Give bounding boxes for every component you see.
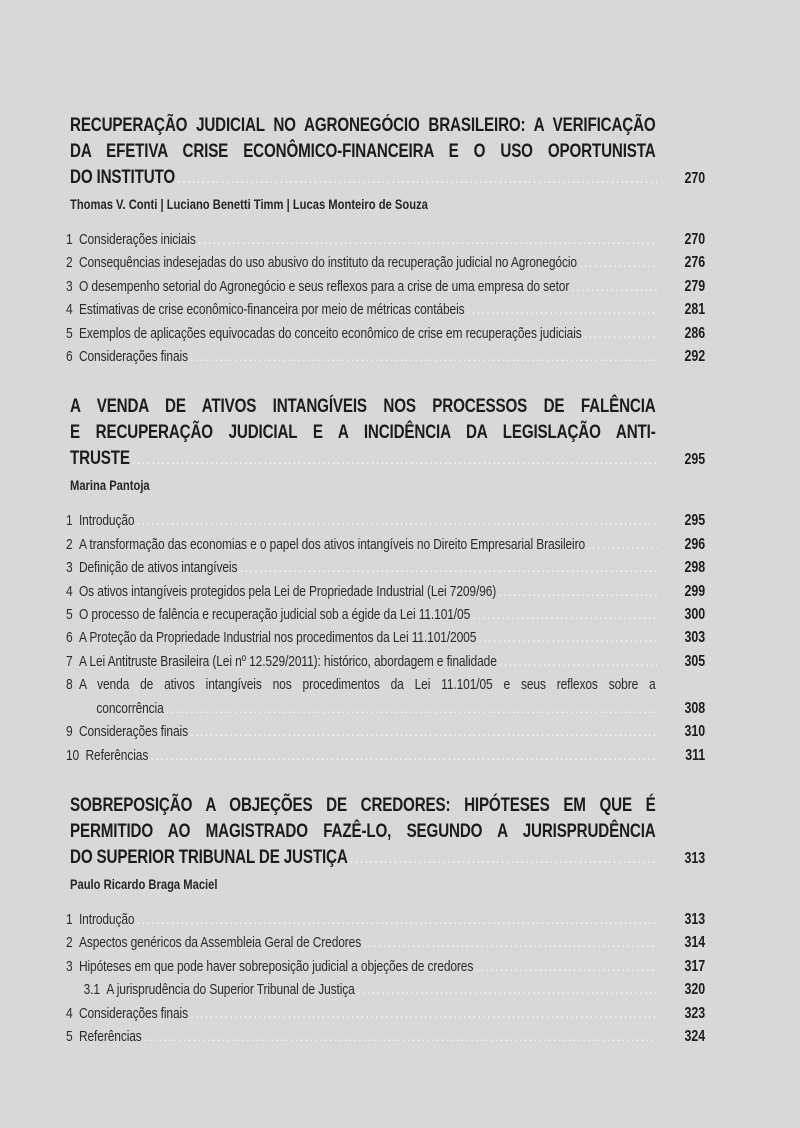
leader-dots: [473, 955, 657, 978]
entry-number: 3: [66, 957, 73, 975]
entry-number: 2: [66, 535, 73, 553]
entry-text: Aspectos genéricos da Assembleia Geral de Credores: [78, 934, 362, 952]
entry-text: Referências: [78, 1027, 142, 1045]
article-title: [70, 793, 705, 872]
article-title: [70, 394, 705, 473]
entry-text: Introdução: [78, 910, 135, 928]
entry-number: 1: [66, 910, 73, 928]
leader-dots: [348, 845, 658, 871]
title-line: PERMITIDO AO MAGISTRADO FAZÊ-LO, SEGUNDO A JURISPRUDÊNCIA: [70, 820, 656, 842]
entry-page-number: 296: [684, 535, 706, 553]
entry-number: 6: [66, 348, 73, 366]
toc-row: [66, 580, 705, 603]
entry-page-number: 310: [684, 723, 706, 741]
toc-row: [66, 322, 705, 345]
entry-number: 6: [66, 629, 73, 647]
toc-row: [66, 908, 705, 931]
entry-text: Considerações iniciais: [78, 231, 196, 248]
entry-page-number: 324: [684, 1027, 706, 1045]
title-leader-row: [70, 165, 705, 192]
toc-entries: [66, 509, 705, 766]
leader-dots: [582, 322, 658, 345]
toc-row: [66, 298, 705, 321]
entry-text: concorrência: [96, 699, 164, 717]
entry-number: 9: [66, 723, 73, 741]
entry-number: 8: [66, 676, 73, 694]
leader-dots: [148, 744, 658, 767]
title-line: DA EFETIVA CRISE ECONÔMICO-FINANCEIRA E O USO OPORTUNISTA: [70, 141, 656, 162]
entry-page-number: 292: [684, 348, 706, 366]
entry-page-number: 270: [684, 231, 706, 248]
entry-page-number: 303: [684, 629, 706, 647]
toc-row: [66, 509, 705, 532]
entry-page-number: 286: [684, 324, 706, 342]
toc-entries: [66, 228, 705, 368]
leader-dots: [476, 626, 657, 649]
entry-page-number: 314: [684, 934, 706, 952]
title-leader-row: [70, 845, 705, 872]
article-title: [70, 113, 705, 192]
entry-number: 10: [66, 746, 80, 764]
entry-text: Considerações finais: [78, 1004, 188, 1022]
toc-row: [66, 626, 705, 649]
leader-dots: [142, 1025, 658, 1048]
toc-row: [66, 955, 705, 978]
article-section: [66, 793, 706, 1048]
entry-number: 5: [66, 1027, 73, 1045]
entry-page-number: 281: [684, 301, 706, 319]
leader-dots: [237, 556, 657, 579]
entry-text: Considerações finais: [78, 723, 188, 741]
entry-number: 5: [66, 606, 73, 624]
article-section: [66, 113, 706, 368]
toc-row: [66, 720, 705, 743]
toc-row: [66, 345, 705, 368]
title-line: TRUSTE: [70, 448, 130, 470]
title-line: RECUPERAÇÃO JUDICIAL NO AGRONEGÓCIO BRASILEIRO: A VERIFICAÇÃO: [70, 115, 656, 136]
entry-page-number: 300: [684, 606, 706, 624]
entry-text: Definição de ativos intangíveis: [78, 559, 238, 577]
toc-row: [66, 673, 656, 696]
entry-page-number: 320: [684, 981, 706, 999]
entry-text: Os ativos intangíveis protegidos pela Lei de Propriedade Industrial (Lei 7209/96): [78, 582, 497, 600]
toc-row: [66, 978, 705, 1001]
toc-row: [66, 744, 705, 767]
leader-dots: [188, 345, 657, 368]
entry-number: 3: [66, 277, 73, 295]
entry-page-number: 323: [684, 1004, 706, 1022]
toc-row: [66, 650, 705, 673]
entry-number: 4: [66, 301, 73, 319]
leader-dots: [577, 251, 657, 274]
leader-dots: [196, 228, 658, 251]
article-authors: Paulo Ricardo Braga Maciel: [70, 875, 218, 892]
article-page-number: 313: [684, 849, 706, 867]
entry-text: Consequências indesejadas do uso abusivo do instituto da recuperação judicial no Agronegócio: [78, 254, 577, 272]
entry-text: O processo de falência e recuperação judicial sob a égide da Lei 11.101/05: [78, 606, 471, 624]
entry-page-number: 308: [684, 699, 706, 717]
leader-dots: [188, 1002, 657, 1025]
entry-text: A transformação das economias e o papel dos ativos intangíveis no Direito Empresarial Brasileiro: [78, 535, 586, 553]
entry-text: Referências: [85, 746, 149, 764]
entry-text: A Proteção da Propriedade Industrial nos procedimentos da Lei 11.101/2005: [78, 629, 477, 647]
entry-page-number: 276: [684, 254, 706, 272]
entry-text: Hipóteses em que pode haver sobreposição judicial a objeções de credores: [78, 957, 474, 975]
entry-page-number: 298: [684, 559, 706, 577]
title-line: E RECUPERAÇÃO JUDICIAL E A INCIDÊNCIA DA LEGISLAÇÃO ANTI-: [70, 422, 656, 444]
entry-number: 4: [66, 1004, 73, 1022]
article-page-number: 295: [684, 451, 706, 469]
entry-text: O desempenho setorial do Agronegócio e seus reflexos para a crise de uma empresa do setor: [78, 277, 570, 295]
entry-page-number: 305: [684, 652, 706, 670]
leader-dots: [134, 509, 657, 532]
toc-content: [66, 113, 706, 1074]
leader-dots: [497, 650, 658, 673]
title-line: DO INSTITUTO: [70, 167, 176, 188]
entry-page-number: 299: [684, 582, 706, 600]
toc-row: [66, 275, 705, 298]
entry-page-number: 279: [684, 277, 706, 295]
entry-text: A venda de ativos intangíveis nos procedimentos da Lei 11.101/05 e seus reflexos sobre a: [78, 676, 656, 694]
toc-row: [66, 1002, 705, 1025]
entry-number: 1: [66, 512, 73, 530]
leader-dots: [134, 908, 657, 931]
entry-text: A jurisprudência do Superior Tribunal de Justiça: [106, 981, 355, 999]
entry-text: Introdução: [78, 512, 135, 530]
leader-dots: [188, 720, 657, 743]
entry-number: 2: [66, 934, 73, 952]
article-section: [66, 394, 706, 766]
toc-row: [66, 931, 705, 954]
toc-row: [66, 251, 705, 274]
leader-dots: [164, 697, 658, 720]
title-line: SOBREPOSIÇÃO A OBJEÇÕES DE CREDORES: HIPÓTESES EM QUE É: [70, 794, 656, 816]
title-line: DO SUPERIOR TRIBUNAL DE JUSTIÇA: [70, 846, 348, 868]
article-authors: Marina Pantoja: [70, 477, 150, 494]
entry-page-number: 313: [684, 910, 706, 928]
entry-text: Considerações finais: [78, 348, 188, 366]
toc-row: [66, 697, 705, 720]
leader-dots: [130, 446, 657, 472]
toc-row: [66, 533, 705, 556]
toc-row: [66, 556, 705, 579]
article-authors: Thomas V. Conti | Luciano Benetti Timm | Lucas Monteiro de Souza: [70, 196, 428, 212]
title-leader-row: [70, 446, 705, 473]
entry-number: 7: [66, 652, 73, 670]
entry-page-number: 295: [684, 512, 706, 530]
entry-number: 1: [66, 231, 73, 248]
toc-row: [66, 1025, 705, 1048]
article-page-number: 270: [684, 170, 706, 187]
entry-page-number: 317: [684, 957, 706, 975]
entry-number: 3: [66, 559, 73, 577]
entry-number: 3.1: [83, 981, 100, 999]
leader-dots: [361, 931, 657, 954]
entry-number: 5: [66, 324, 73, 342]
leader-dots: [355, 978, 658, 1001]
toc-row: [66, 603, 705, 626]
leader-dots: [496, 580, 657, 603]
leader-dots: [175, 165, 657, 191]
leader-dots: [470, 603, 657, 626]
leader-dots: [465, 298, 658, 321]
toc-row: [66, 228, 705, 251]
entry-text: Estimativas de crise econômico-financeira por meio de métricas contábeis: [78, 301, 465, 319]
leader-dots: [569, 275, 657, 298]
entry-text: Exemplos de aplicações equivocadas do conceito econômico de crise em recuperações judiciais: [78, 324, 582, 342]
title-line: A VENDA DE ATIVOS INTANGÍVEIS NOS PROCESSOS DE FALÊNCIA: [70, 396, 656, 418]
entry-text: A Lei Antitruste Brasileira (Lei nº 12.529/2011): histórico, abordagem e finalidade: [78, 652, 497, 670]
entry-number: 4: [66, 582, 73, 600]
entry-number: 2: [66, 254, 73, 272]
leader-dots: [585, 533, 657, 556]
toc-entries: [66, 908, 705, 1048]
entry-page-number: 311: [685, 746, 706, 764]
